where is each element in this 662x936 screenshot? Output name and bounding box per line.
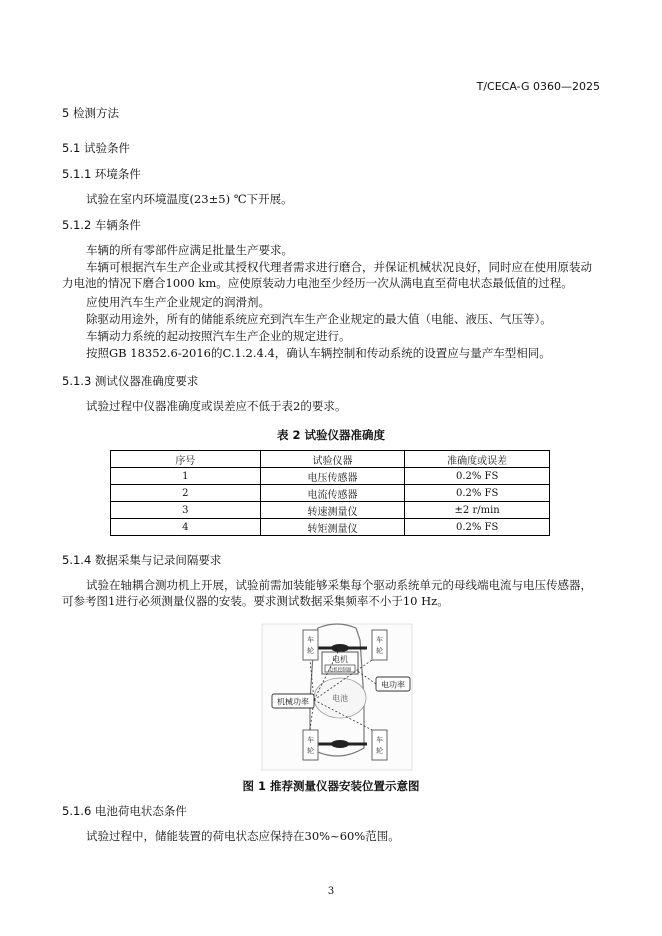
page-number: 3	[327, 886, 335, 897]
controller-label: 电机控制器	[328, 668, 352, 673]
table-cell: 转矩测量仪	[260, 519, 405, 536]
table-cell: 0.2% FS	[405, 468, 550, 485]
battery-label: 电池	[332, 694, 348, 703]
table-cell: 电压传感器	[260, 468, 405, 485]
paragraph-environment: 试验在室内环境温度(23±5) ℃下开展。	[86, 192, 293, 206]
paragraph-vehicle-2: 车辆可根据汽车生产企业或其授权代理者需求进行磨合，并保证机械状况良好，同时应在使用原装动力电池的情况下磨合1000 km。应使原装动力电池至少经历一次从满电直至荷电状态最低值的过程。	[62, 260, 592, 290]
section-5-1-1-heading: 5.1.1 环境条件	[62, 167, 141, 181]
wheel-label: 轮	[307, 747, 314, 755]
table-cell: 4	[111, 519, 261, 536]
rear-differential	[331, 740, 349, 748]
motor-label: 电机	[332, 655, 348, 664]
paragraph-data-acquisition: 试验在轴耦合测功机上开展，试验前需加装能够采集每个驱动系统单元的母线端电流与电压传感器，可参考图1进行必须测量仪器的安装。要求测试数据采集频率不小于10 Hz。	[62, 578, 592, 608]
table-cell: 0.2% FS	[405, 485, 550, 502]
wheel-label: 车	[307, 636, 314, 644]
paragraph-vehicle-4: 除驱动用途外，所有的储能系统应充到汽车生产企业规定的最大值（电能、液压、气压等）。	[86, 312, 552, 326]
mechanical-power-label: 机械功率	[277, 697, 309, 707]
table-2-title: 表 2 试验仪器准确度	[276, 428, 385, 442]
wheel-label: 轮	[376, 647, 383, 655]
table-cell: 0.2% FS	[405, 519, 550, 536]
paragraph-vehicle-1: 车辆的所有零部件应满足批量生产要求。	[86, 243, 293, 257]
section-5-1-2-heading: 5.1.2 车辆条件	[62, 218, 141, 232]
section-5-1-4-heading: 5.1.4 数据采集与记录间隔要求	[62, 553, 222, 567]
wheel-label: 轮	[307, 647, 314, 655]
table-cell: 转速测量仪	[260, 502, 405, 519]
front-right-wheel	[372, 630, 387, 660]
section-5-1-heading: 5.1 试验条件	[62, 141, 130, 155]
table-header-cell: 试验仪器	[260, 451, 405, 468]
electric-power-label: 电功率	[381, 680, 405, 690]
section-5-1-3-heading: 5.1.3 测试仪器准确度要求	[62, 374, 199, 388]
wheel-label: 车	[376, 636, 383, 644]
document-code: T/CECA-G 0360—2025	[476, 80, 600, 93]
section-5-heading: 5 检测方法	[62, 106, 119, 120]
rear-left-wheel	[303, 730, 318, 760]
front-differential	[331, 644, 349, 652]
rear-right-wheel	[372, 730, 387, 760]
section-5-1-6-heading: 5.1.6 电池荷电状态条件	[62, 804, 187, 818]
paragraph-accuracy: 试验过程中仪器准确度或误差应不低于表2的要求。	[86, 399, 347, 413]
table-cell: 电流传感器	[260, 485, 405, 502]
paragraph-battery-soc: 试验过程中，储能装置的荷电状态应保持在30%~60%范围。	[86, 829, 400, 843]
table-header-cell: 准确度或误差	[405, 451, 550, 468]
paragraph-vehicle-3: 应使用汽车生产企业规定的润滑剂。	[86, 295, 270, 309]
table-cell: 2	[111, 485, 261, 502]
wheel-label: 轮	[376, 747, 383, 755]
paragraph-vehicle-5: 车辆动力系统的起动按照汽车生产企业的规定进行。	[86, 329, 351, 343]
table-header-cell: 序号	[111, 451, 261, 468]
figure-1-caption: 图 1 推荐测量仪器安装位置示意图	[242, 779, 420, 793]
table-cell: 1	[111, 468, 261, 485]
paragraph-vehicle-6: 按照GB 18352.6-2016的C.1.2.4.4，确认车辆控制和传动系统的设置应与量产车型相同。	[86, 346, 551, 360]
wheel-label: 车	[376, 736, 383, 744]
table-cell: 3	[111, 502, 261, 519]
table-cell: ±2 r/min	[405, 502, 550, 519]
wheel-label: 车	[307, 736, 314, 744]
front-left-wheel	[303, 630, 318, 660]
